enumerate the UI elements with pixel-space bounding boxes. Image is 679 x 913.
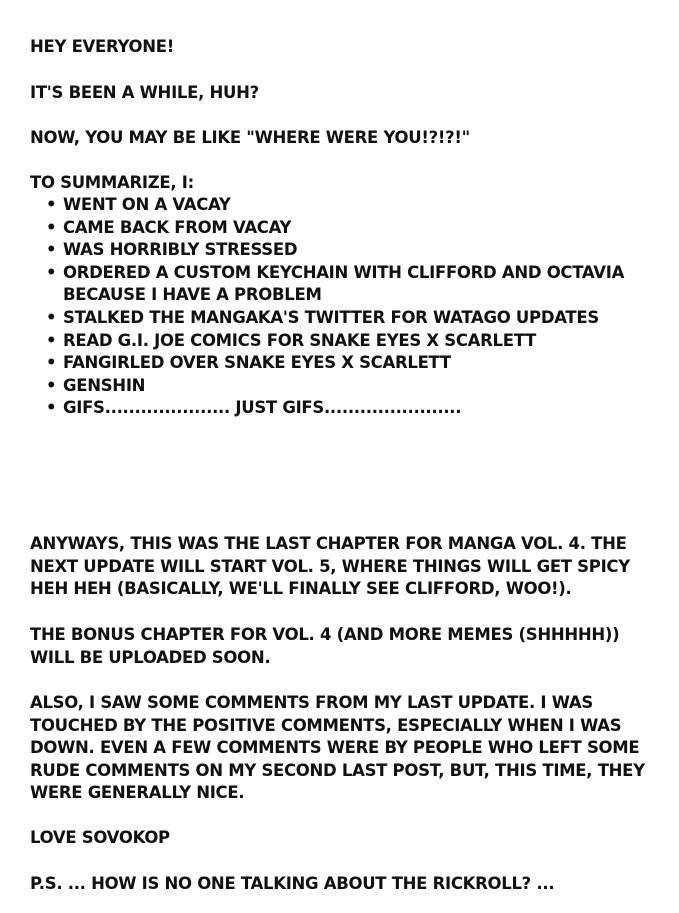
list-item-text: ORDERED A CUSTOM KEYCHAIN WITH CLIFFORD AND OCTAVIA BECAUSE I HAVE A PROBLEM	[63, 262, 625, 305]
summary-list	[46, 194, 646, 420]
list-item-text: STALKED THE MANGAKA'S TWITTER FOR WATAGO UPDATES	[63, 307, 599, 327]
bullet-icon: •	[46, 307, 57, 327]
list-item	[46, 239, 646, 262]
bullet-icon: •	[46, 262, 57, 282]
list-item-text: WAS HORRIBLY STRESSED	[63, 240, 298, 260]
bullet-icon: •	[46, 375, 57, 395]
paragraph-comments: ALSO, I SAW SOME COMMENTS FROM MY LAST UPDATE. I WAS TOUCHED BY THE POSITIVE COMMENTS, ESPECIALLY WHEN I WAS DOWN. EVEN A FEW COMMENTS WERE BY PEOPLE WHO LEFT SOME RUDE COMMENTS ON MY SECOND LAST POST, BUT, THIS TIME, THEY WERE GENERALLY NICE.	[30, 693, 645, 803]
list-item-text: FANGIRLED OVER SNAKE EYES X SCARLETT	[63, 353, 451, 373]
bullet-icon: •	[46, 240, 57, 260]
list-item-text: WENT ON A VACAY	[63, 195, 231, 214]
list-item	[46, 217, 646, 240]
list-item	[46, 397, 646, 420]
list-item	[46, 352, 646, 375]
paragraph-bonus: THE BONUS CHAPTER FOR VOL. 4 (AND MORE MEMES (SHHHHH)) WILL BE UPLOADED SOON.	[30, 625, 620, 667]
intro-line: IT'S BEEN A WHILE, HUH?	[30, 83, 259, 102]
list-item	[46, 330, 646, 353]
bullet-icon: •	[46, 353, 57, 373]
list-item	[46, 194, 646, 217]
list-item-text: GIFS..................... JUST GIFS.......................	[63, 398, 462, 418]
list-item-text: CAME BACK FROM VACAY	[63, 217, 292, 237]
greeting: HEY EVERYONE!	[30, 37, 174, 56]
list-item	[46, 262, 646, 307]
summary-intro: TO SUMMARIZE, I:	[30, 173, 194, 192]
paragraph-anyways: ANYWAYS, THIS WAS THE LAST CHAPTER FOR MANGA VOL. 4. THE NEXT UPDATE WILL START VOL. 5, WHERE THINGS WILL GET SPICY HEH HEH (BASICALLY, WE'LL FINALLY SEE CLIFFORD, WOO!).	[30, 534, 630, 599]
list-item	[46, 375, 646, 398]
list-item-text: READ G.I. JOE COMICS FOR SNAKE EYES X SCARLETT	[63, 330, 537, 350]
question-line: NOW, YOU MAY BE LIKE "WHERE WERE YOU!?!?!"	[30, 128, 470, 147]
postscript: P.S. ... HOW IS NO ONE TALKING ABOUT THE RICKROLL? ...	[30, 874, 555, 893]
bullet-icon: •	[46, 330, 57, 350]
bullet-icon: •	[46, 195, 57, 214]
bullet-icon: •	[46, 398, 57, 418]
signoff: LOVE SOVOKOP	[30, 828, 170, 847]
list-item	[46, 307, 646, 330]
list-item-text: GENSHIN	[63, 375, 146, 395]
bullet-icon: •	[46, 217, 57, 237]
